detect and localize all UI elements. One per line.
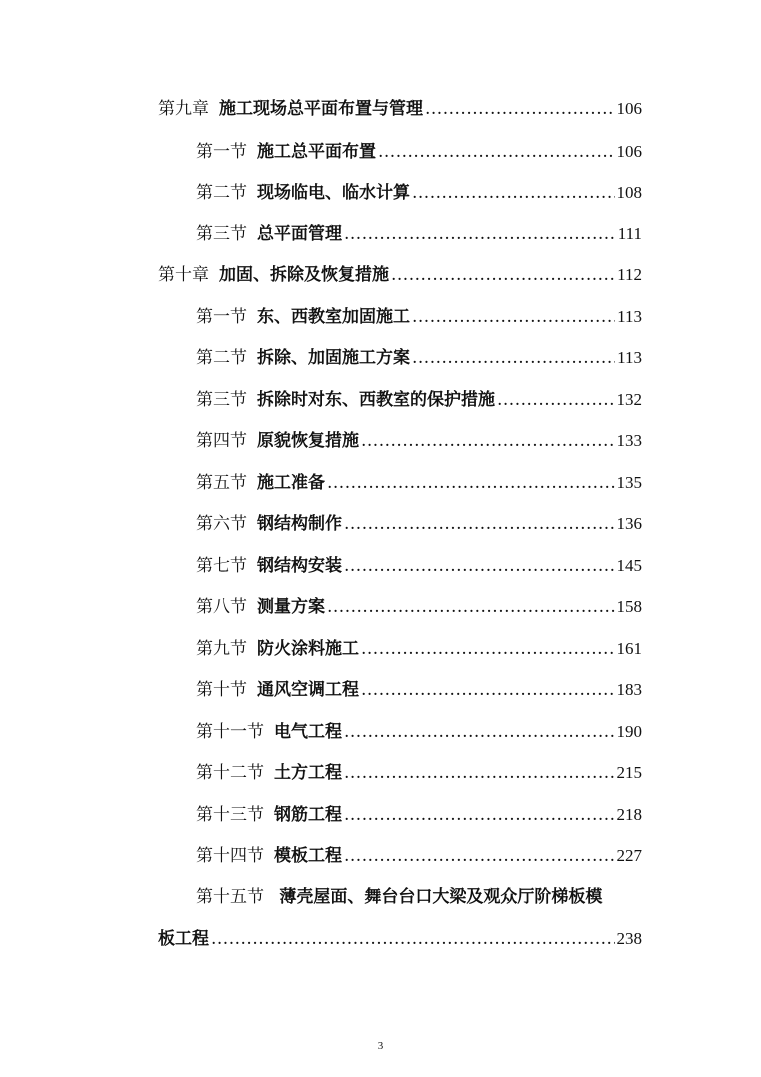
entry-title-continued: 板工程 — [158, 929, 209, 949]
entry-number: 第九节 — [196, 639, 247, 659]
entry-title: 原貌恢复措施 — [257, 431, 359, 451]
toc-entry — [196, 141, 642, 163]
entry-number: 第十二节 — [196, 763, 264, 783]
entry-title: 薄壳屋面、舞台台口大梁及观众厅阶梯板模 — [279, 887, 603, 907]
entry-number: 第四节 — [196, 431, 247, 451]
dot-leader — [361, 679, 615, 701]
entry-page: 145 — [616, 556, 642, 575]
dot-leader — [327, 472, 615, 494]
toc-entry — [196, 513, 642, 535]
dot-leader — [412, 347, 615, 369]
entry-page: 215 — [616, 763, 642, 782]
entry-title: 电气工程 — [274, 722, 342, 742]
dot-leader — [344, 513, 615, 535]
entry-number: 第九章 — [158, 99, 209, 119]
entry-number: 第二节 — [196, 348, 247, 368]
entry-page: 183 — [616, 680, 642, 699]
dot-leader — [344, 721, 615, 743]
toc-entry-wrapped-line1 — [196, 886, 602, 908]
toc-entry — [196, 182, 642, 204]
entry-number: 第二节 — [196, 183, 247, 203]
entry-title: 加固、拆除及恢复措施 — [219, 265, 389, 285]
entry-number: 第十一节 — [196, 722, 264, 742]
entry-page: 106 — [616, 142, 642, 161]
page-number: 3 — [377, 1040, 384, 1052]
toc-entry — [196, 306, 642, 328]
entry-page: 108 — [616, 183, 642, 202]
entry-page: 106 — [616, 99, 642, 118]
entry-title: 土方工程 — [274, 763, 342, 783]
entry-number: 第一节 — [196, 307, 247, 327]
dot-leader — [344, 804, 615, 826]
toc-entry — [196, 389, 642, 411]
entry-number: 第一节 — [196, 142, 247, 162]
entry-page: 111 — [617, 224, 642, 243]
toc-entry-chapter-9 — [158, 98, 642, 120]
dot-leader — [344, 555, 615, 577]
entry-page: 238 — [616, 929, 642, 948]
entry-page: 136 — [616, 514, 642, 533]
entry-number: 第十章 — [158, 265, 209, 285]
dot-leader — [412, 306, 615, 328]
entry-title: 施工总平面布置 — [257, 142, 376, 162]
entry-title: 东、西教室加固施工 — [257, 307, 410, 327]
entry-number: 第五节 — [196, 473, 247, 493]
entry-title: 施工准备 — [257, 473, 325, 493]
entry-title: 模板工程 — [274, 846, 342, 866]
toc-entry — [196, 555, 642, 577]
dot-leader — [412, 182, 615, 204]
toc-entry — [196, 845, 642, 867]
toc-entry-chapter-10 — [158, 264, 642, 286]
entry-title: 钢结构制作 — [257, 514, 342, 534]
entry-title: 钢结构安装 — [257, 556, 342, 576]
toc-entry — [196, 762, 642, 784]
entry-page: 135 — [616, 473, 642, 492]
entry-page: 158 — [616, 597, 642, 616]
entry-page: 227 — [616, 846, 642, 865]
entry-page: 190 — [616, 722, 642, 741]
dot-leader — [327, 596, 615, 618]
entry-number: 第三节 — [196, 224, 247, 244]
dot-leader — [211, 928, 615, 950]
entry-number: 第十节 — [196, 680, 247, 700]
toc-entry — [196, 347, 642, 369]
dot-leader — [361, 430, 615, 452]
dot-leader — [378, 141, 615, 163]
entry-title: 拆除时对东、西教室的保护措施 — [257, 390, 495, 410]
toc-entry — [196, 430, 642, 452]
toc-entry-wrapped-line2 — [158, 928, 642, 950]
entry-page: 132 — [616, 390, 642, 409]
entry-title: 总平面管理 — [257, 224, 342, 244]
entry-title: 钢筋工程 — [274, 805, 342, 825]
entry-number: 第七节 — [196, 556, 247, 576]
entry-page: 113 — [617, 348, 642, 367]
entry-number: 第十三节 — [196, 805, 264, 825]
dot-leader — [344, 845, 615, 867]
entry-number: 第三节 — [196, 390, 247, 410]
toc-entry — [196, 679, 642, 701]
entry-title: 防火涂料施工 — [257, 639, 359, 659]
dot-leader — [497, 389, 615, 411]
toc-entry — [196, 472, 642, 494]
toc-entry — [196, 596, 642, 618]
toc-entry — [196, 638, 642, 660]
entry-title: 测量方案 — [257, 597, 325, 617]
entry-title: 现场临电、临水计算 — [257, 183, 410, 203]
entry-page: 161 — [616, 639, 642, 658]
toc-entry — [196, 721, 642, 743]
toc-entry — [196, 223, 642, 245]
entry-page: 113 — [617, 307, 642, 326]
toc-entry — [196, 804, 642, 826]
entry-number: 第十五节 — [196, 887, 264, 907]
dot-leader — [425, 98, 615, 120]
entry-number: 第八节 — [196, 597, 247, 617]
entry-title: 通风空调工程 — [257, 680, 359, 700]
entry-page: 133 — [616, 431, 642, 450]
entry-number: 第六节 — [196, 514, 247, 534]
entry-page: 218 — [616, 805, 642, 824]
entry-title: 施工现场总平面布置与管理 — [219, 99, 423, 119]
dot-leader — [344, 762, 615, 784]
dot-leader — [391, 264, 615, 286]
entry-page: 112 — [617, 265, 642, 284]
dot-leader — [361, 638, 615, 660]
dot-leader — [344, 223, 616, 245]
entry-title: 拆除、加固施工方案 — [257, 348, 410, 368]
entry-number: 第十四节 — [196, 846, 264, 866]
